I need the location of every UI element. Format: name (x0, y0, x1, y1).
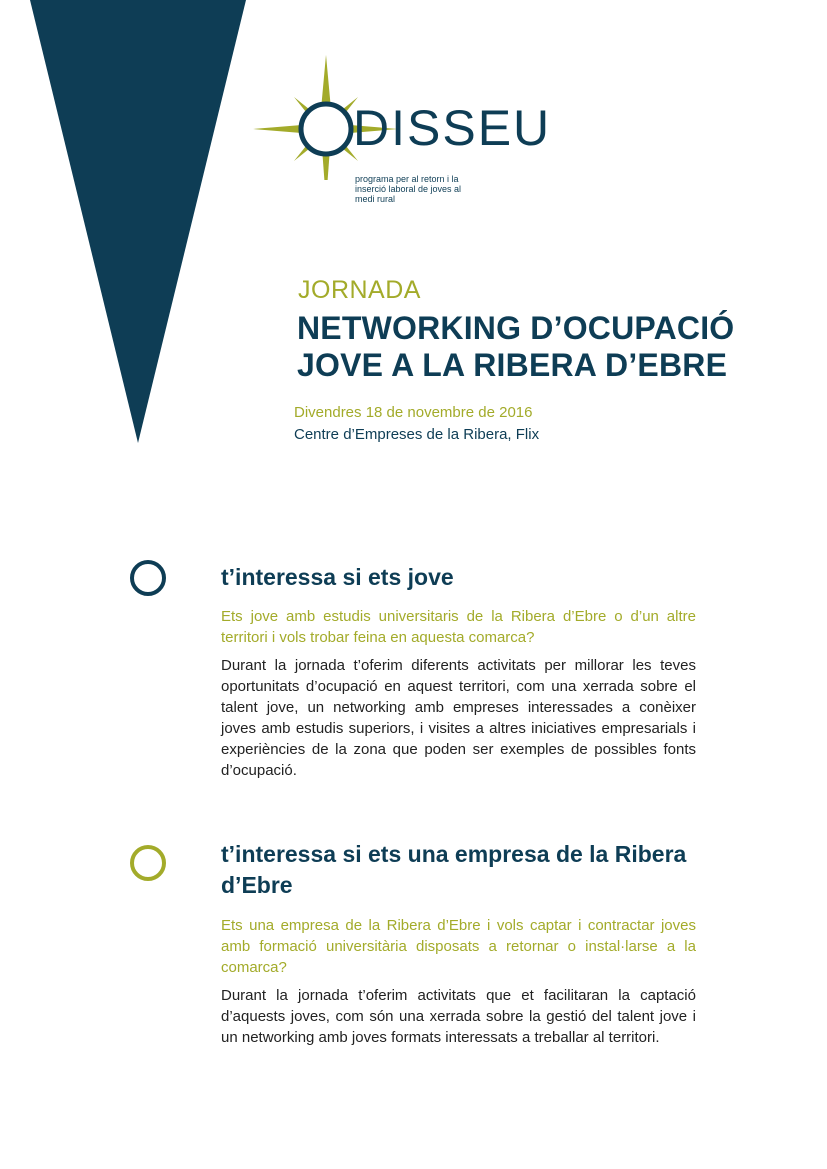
section-lead: Ets una empresa de la Ribera d’Ebre i vols captar i contractar joves amb formació universitària disposats a retornar o instal·larse a la comarca? (221, 917, 696, 976)
event-kicker: JORNADA (298, 276, 421, 304)
section-bullet-icon (130, 845, 166, 881)
section-title: t’interessa si ets una empresa de la Ribera d’Ebre (221, 841, 687, 898)
section-body: Durant la jornada t’oferim diferents activitats per millorar les teves oportunitats d’ocupació en aquest territori, com una xerrada sobre el talent jove, un networking amb empreses interessades a conèixer joves amb estudis superiors, i visites a altres iniciatives empresarials i experiències de la zona que poden ser exemples de possibles fonts d’ocupació. (221, 657, 696, 779)
section-body: Durant la jornada t’oferim activitats que et facilitaran la captació d’aquests joves, com són una xerrada sobre la gestió del talent jove i un networking amb joves formats interessats a treballar al territori. (221, 987, 696, 1046)
section-title: t’interessa si ets jove (221, 564, 454, 590)
logo-tagline: programa per al retorn i la inserció laboral de joves al medi rural (355, 174, 462, 204)
section-lead: Ets jove amb estudis universitaris de la Ribera d’Ebre o d’un altre territori i vols trobar feina en aquesta comarca? (221, 608, 696, 646)
event-title-line1: NETWORKING D’OCUPACIÓ (297, 310, 735, 346)
odisseu-logo (248, 50, 578, 230)
logo-wordmark: DISSEU (353, 100, 552, 156)
decorative-triangle (0, 0, 260, 450)
event-place: Centre d’Empreses de la Ribera, Flix (294, 426, 540, 443)
event-date: Divendres 18 de novembre de 2016 (294, 404, 533, 421)
section-bullet-icon (130, 560, 166, 596)
event-title-line2: JOVE A LA RIBERA D’EBRE (297, 347, 728, 383)
